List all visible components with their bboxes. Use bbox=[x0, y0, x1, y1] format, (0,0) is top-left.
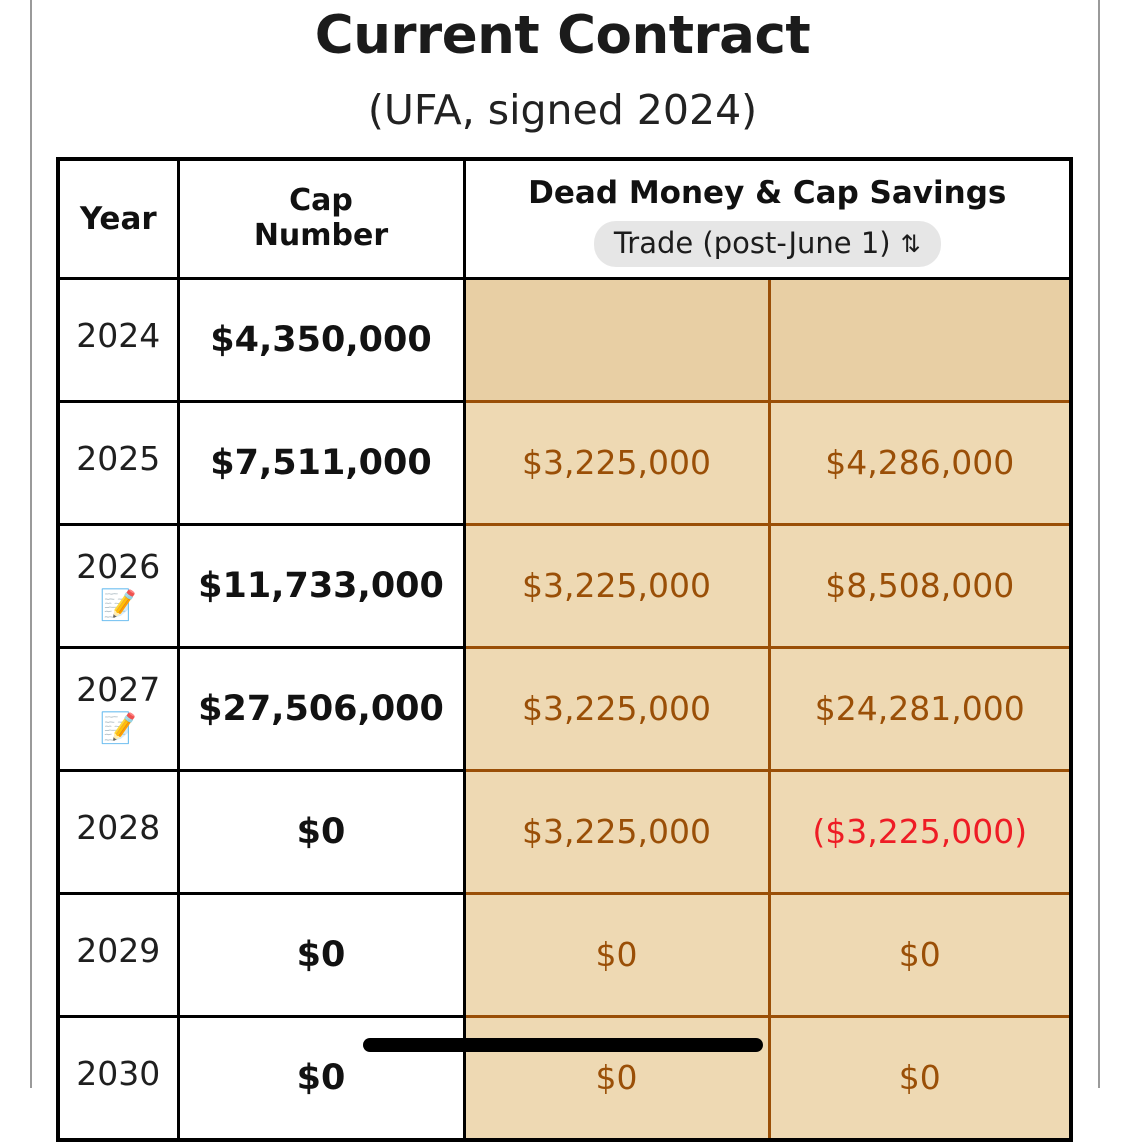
scenario-select[interactable] bbox=[594, 221, 941, 267]
cell-cap-number: $11,733,000 bbox=[178, 524, 464, 647]
table-row bbox=[58, 401, 1071, 524]
cell-year bbox=[58, 524, 178, 647]
table-row bbox=[58, 770, 1071, 893]
table-row bbox=[58, 1016, 1071, 1140]
table-row bbox=[58, 647, 1071, 770]
table-header bbox=[58, 159, 1071, 279]
year-label: 2030 bbox=[76, 1054, 161, 1094]
column-header-year: Year bbox=[58, 159, 178, 279]
cell-year bbox=[58, 893, 178, 1016]
cell-cap-savings: $0 bbox=[769, 1016, 1071, 1140]
cell-dead-money bbox=[464, 278, 769, 401]
table-row bbox=[58, 524, 1071, 647]
cell-year bbox=[58, 1016, 178, 1140]
cell-cap-number: $0 bbox=[178, 1016, 464, 1140]
column-header-cap-number bbox=[178, 159, 464, 279]
year-label: 2029 bbox=[76, 931, 161, 971]
year-label: 2028 bbox=[76, 808, 161, 848]
cell-dead-money: $3,225,000 bbox=[464, 401, 769, 524]
cell-cap-savings: $4,286,000 bbox=[769, 401, 1071, 524]
cell-cap-number: $27,506,000 bbox=[178, 647, 464, 770]
year-label: 2026 bbox=[76, 547, 161, 587]
cell-cap-savings: $24,281,000 bbox=[769, 647, 1071, 770]
cell-cap-number: $7,511,000 bbox=[178, 401, 464, 524]
table-row bbox=[58, 278, 1071, 401]
cell-year bbox=[58, 278, 178, 401]
cell-dead-money: $0 bbox=[464, 1016, 769, 1140]
cell-dead-money: $3,225,000 bbox=[464, 770, 769, 893]
cell-cap-savings: $0 bbox=[769, 893, 1071, 1016]
column-header-dead-money-group bbox=[464, 159, 1071, 279]
page-subtitle: (UFA, signed 2024) bbox=[367, 85, 758, 134]
cell-cap-savings: ($3,225,000) bbox=[769, 770, 1071, 893]
cell-year bbox=[58, 647, 178, 770]
marker-annotation-stroke bbox=[363, 1038, 763, 1052]
year-label: 2027 bbox=[76, 670, 161, 710]
cell-dead-money: $0 bbox=[464, 893, 769, 1016]
cell-cap-number: $4,350,000 bbox=[178, 278, 464, 401]
cell-cap-savings: $8,508,000 bbox=[769, 524, 1071, 647]
table-body bbox=[58, 278, 1071, 1140]
contract-table bbox=[56, 157, 1073, 1142]
cap-number-line1: Cap bbox=[289, 183, 353, 219]
chevron-updown-icon: ⇅ bbox=[900, 229, 921, 258]
cell-cap-savings bbox=[769, 278, 1071, 401]
note-icon: 📝 bbox=[99, 711, 137, 747]
table-row bbox=[58, 893, 1071, 1016]
year-label: 2025 bbox=[76, 439, 161, 479]
cell-year bbox=[58, 770, 178, 893]
year-label: 2024 bbox=[76, 316, 161, 356]
page-title: Current Contract bbox=[314, 5, 811, 66]
cap-number-line2: Number bbox=[253, 217, 389, 253]
note-icon: 📝 bbox=[99, 588, 137, 624]
cell-cap-number: $0 bbox=[178, 770, 464, 893]
scenario-select-value: Trade (post-June 1) bbox=[613, 225, 891, 260]
cell-cap-number: $0 bbox=[178, 893, 464, 1016]
dead-money-group-label: Dead Money & Cap Savings bbox=[528, 174, 1007, 211]
cell-dead-money: $3,225,000 bbox=[464, 524, 769, 647]
cell-year bbox=[58, 401, 178, 524]
cell-dead-money: $3,225,000 bbox=[464, 647, 769, 770]
